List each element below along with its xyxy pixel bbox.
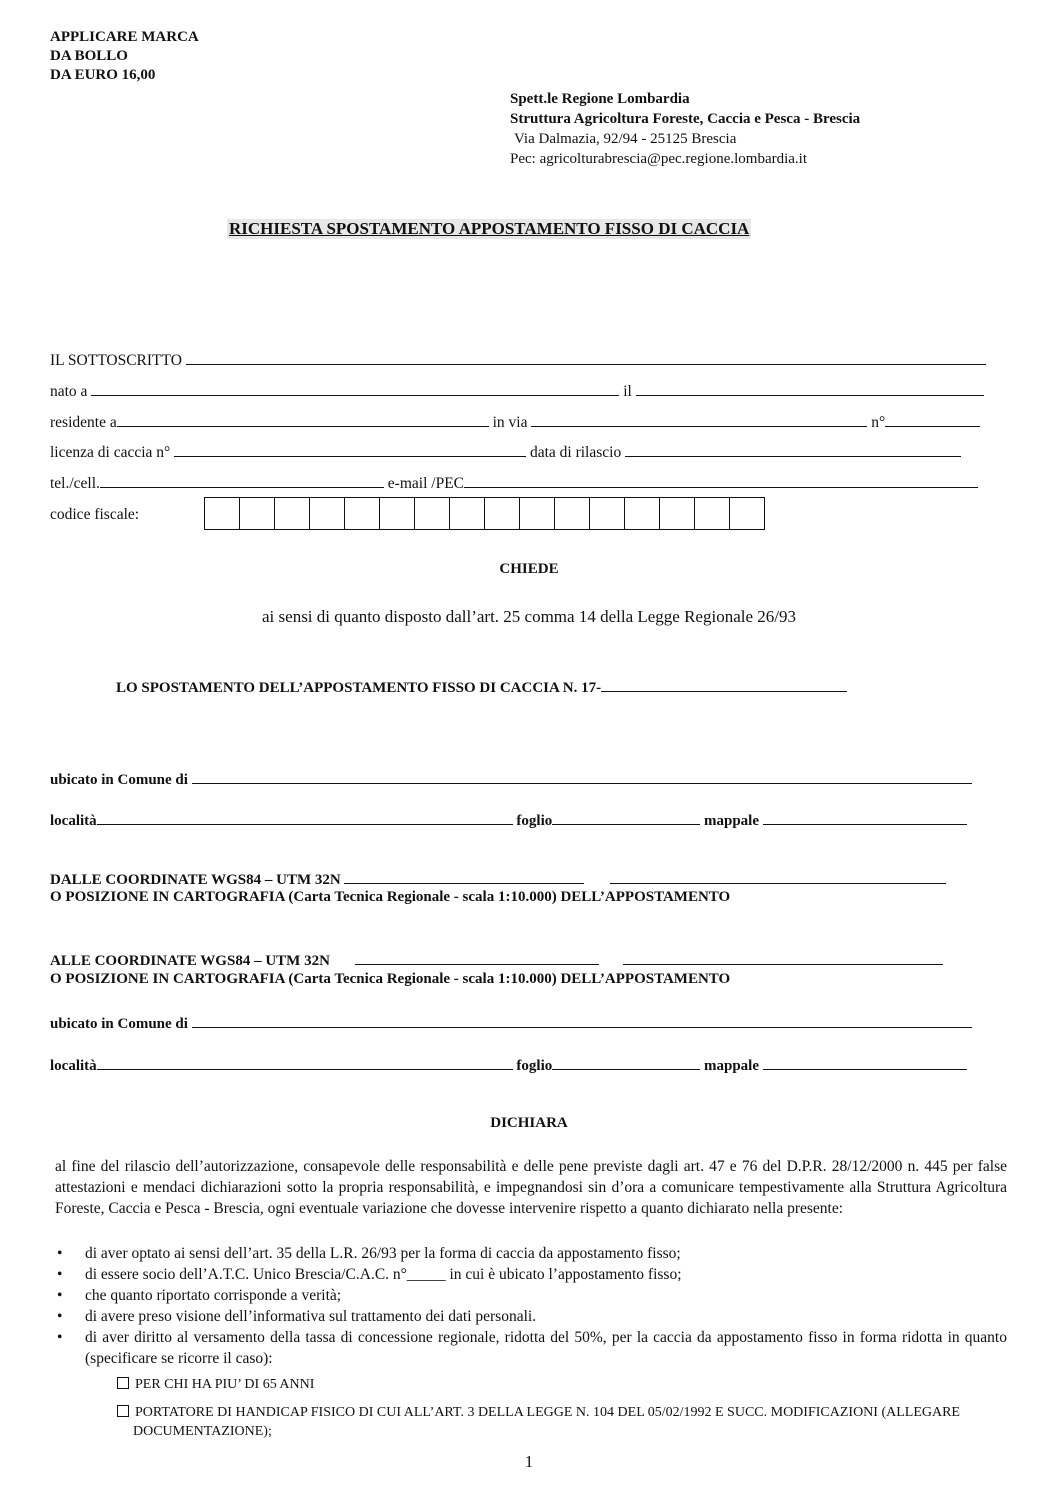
label-codice-fiscale: codice fiscale: xyxy=(50,506,140,523)
label-mappale-1: mappale xyxy=(704,813,760,829)
list-item: • di essere socio dell’A.T.C. Unico Brescia/C.A.C. n°_____ in cui è ubicato l’appostamento fisso; xyxy=(55,1264,1007,1285)
label-licenza: licenza di caccia n° xyxy=(50,444,171,461)
option-handicap xyxy=(117,1403,1007,1441)
checkbox-over-65[interactable] xyxy=(117,1377,129,1389)
label-email: e-mail /PEC xyxy=(387,475,464,492)
stamp-line-3: DA EURO 16,00 xyxy=(50,67,156,83)
list-item: • che quanto riportato corrisponde a verità; xyxy=(55,1285,1007,1306)
recipient-address xyxy=(510,89,860,169)
option-over-65-label: PER CHI HA PIU’ DI 65 ANNI xyxy=(135,1377,315,1392)
recipient-line-1: Spett.le Regione Lombardia xyxy=(510,91,690,107)
label-foglio-2: foglio xyxy=(516,1058,553,1074)
label-foglio-1: foglio xyxy=(516,813,553,829)
option-over-65 xyxy=(117,1375,1007,1394)
recipient-pec: Pec: agricolturabrescia@pec.regione.lombardia.it xyxy=(510,151,808,167)
field-data-nascita[interactable] xyxy=(636,381,984,396)
cf-cell[interactable] xyxy=(450,498,485,529)
row-comune-1 xyxy=(50,769,972,789)
label-comune-1: ubicato in Comune di xyxy=(50,772,188,788)
field-numero-civico[interactable] xyxy=(885,412,980,427)
cf-cell[interactable] xyxy=(660,498,695,529)
cf-cell[interactable] xyxy=(695,498,730,529)
field-mappale-2[interactable] xyxy=(763,1055,967,1070)
cf-cell[interactable] xyxy=(485,498,520,529)
row-localita-1 xyxy=(50,810,967,830)
label-mappale-2: mappale xyxy=(704,1058,760,1074)
row-comune-2 xyxy=(50,1013,972,1033)
label-sottoscritto: IL SOTTOSCRITTO xyxy=(50,352,182,369)
cf-cell[interactable] xyxy=(345,498,380,529)
field-tel[interactable] xyxy=(100,473,384,488)
field-email[interactable] xyxy=(464,473,978,488)
label-coords-to: ALLE COORDINATE WGS84 – UTM 32N xyxy=(50,953,330,969)
list-item: • di avere preso visione dell’informativa sul trattamento dei dati personali. xyxy=(55,1306,1007,1327)
cf-cell[interactable] xyxy=(415,498,450,529)
row-coords-to xyxy=(50,950,943,970)
field-coord-from-x[interactable] xyxy=(344,869,584,884)
field-coord-to-y[interactable] xyxy=(623,950,943,965)
row-nato xyxy=(50,381,984,401)
cf-cell[interactable] xyxy=(380,498,415,529)
cf-cell[interactable] xyxy=(590,498,625,529)
label-numero: n° xyxy=(871,414,886,431)
checkbox-handicap[interactable] xyxy=(117,1405,129,1417)
label-nato-a: nato a xyxy=(50,383,88,400)
field-via[interactable] xyxy=(531,412,867,427)
label-localita-2: località xyxy=(50,1058,97,1074)
label-coords-from: DALLE COORDINATE WGS84 – UTM 32N xyxy=(50,872,341,888)
cartografia-from: O POSIZIONE IN CARTOGRAFIA (Carta Tecnica Regionale - scala 1:10.000) DELL’APPOSTAMENTO xyxy=(50,889,731,905)
cf-cell[interactable] xyxy=(205,498,240,529)
dichiara-list xyxy=(55,1243,1007,1369)
page-number: 1 xyxy=(524,1452,534,1471)
label-tel: tel./cell. xyxy=(50,475,100,492)
row-contatti xyxy=(50,473,978,493)
label-data-rilascio: data di rilascio xyxy=(529,444,622,461)
label-il: il xyxy=(623,383,632,400)
field-localita-2[interactable] xyxy=(97,1055,513,1070)
dichiara-intro: al fine del rilascio dell’autorizzazione, consapevole delle responsabilità e delle pene previste dagli art. 47 e 76 del D.P.R. 28/12/2000 n. 445 per false attestazioni e mendaci dichiarazioni sotto la propria responsabilità, e impegnandosi sin d’ora a comunicare tempestivamente alla Struttura Agricoltura Foreste, Caccia e Pesca - Brescia, ogni eventuale variazione che dovesse intervenire rispetto a quanto dichiarato nella presente: xyxy=(55,1158,1007,1217)
revenue-stamp-note xyxy=(50,28,199,85)
option-handicap-label: PORTATORE DI HANDICAP FISICO DI CUI ALL’ART. 3 DELLA LEGGE N. 104 DEL 05/02/1992 E SUCC. MODIFICAZIONI (ALLEGARE DOCUMENTAZIONE); xyxy=(133,1405,960,1439)
cf-cell[interactable] xyxy=(520,498,555,529)
label-localita-1: località xyxy=(50,813,97,829)
document-title: RICHIESTA SPOSTAMENTO APPOSTAMENTO FISSO DI CACCIA xyxy=(229,219,750,238)
label-comune-2: ubicato in Comune di xyxy=(50,1016,188,1032)
field-comune-2[interactable] xyxy=(192,1013,972,1028)
cf-cell[interactable] xyxy=(240,498,275,529)
stamp-line-1: APPLICARE MARCA xyxy=(50,29,199,45)
cartografia-to: O POSIZIONE IN CARTOGRAFIA (Carta Tecnica Regionale - scala 1:10.000) DELL’APPOSTAMENTO xyxy=(50,971,731,987)
field-sottoscritto[interactable] xyxy=(186,350,986,365)
chiede-subtitle: ai sensi di quanto disposto dall’art. 25 comma 14 della Legge Regionale 26/93 xyxy=(262,607,796,626)
cf-cell[interactable] xyxy=(555,498,590,529)
row-residenza xyxy=(50,412,980,432)
dichiara-heading: DICHIARA xyxy=(490,1115,568,1131)
row-spostamento xyxy=(116,677,847,697)
stamp-line-2: DA BOLLO xyxy=(50,48,128,64)
chiede-heading: CHIEDE xyxy=(499,561,559,577)
cf-cell[interactable] xyxy=(625,498,660,529)
label-in-via: in via xyxy=(492,414,528,431)
field-foglio-2[interactable] xyxy=(552,1055,700,1070)
field-coord-to-x[interactable] xyxy=(355,950,599,965)
cf-cell[interactable] xyxy=(275,498,310,529)
field-nato-a[interactable] xyxy=(91,381,619,396)
recipient-line-3: Via Dalmazia, 92/94 - 25125 Brescia xyxy=(514,131,737,147)
cf-cell[interactable] xyxy=(730,498,764,529)
recipient-line-2: Struttura Agricoltura Foreste, Caccia e Pesca - Brescia xyxy=(510,111,861,127)
label-residente-a: residente a xyxy=(50,414,117,431)
list-item: • di aver optato ai sensi dell’art. 35 della L.R. 26/93 per la forma di caccia da appostamento fisso; xyxy=(55,1243,1007,1264)
field-localita-1[interactable] xyxy=(97,810,513,825)
field-foglio-1[interactable] xyxy=(552,810,700,825)
row-coords-from xyxy=(50,869,946,889)
field-residente-a[interactable] xyxy=(117,412,489,427)
row-localita-2 xyxy=(50,1055,967,1075)
cf-cell[interactable] xyxy=(310,498,345,529)
row-sottoscritto xyxy=(50,350,986,370)
field-coord-from-y[interactable] xyxy=(610,869,946,884)
field-mappale-1[interactable] xyxy=(763,810,967,825)
list-item: • di aver diritto al versamento della tassa di concessione regionale, ridotta del 50%, per la caccia da appostamento fisso in forma ridotta in quanto (specificare se ricorre il caso): xyxy=(55,1327,1007,1369)
spostamento-label: LO SPOSTAMENTO DELL’APPOSTAMENTO FISSO DI CACCIA N. 17- xyxy=(116,680,602,696)
field-comune-1[interactable] xyxy=(192,769,972,784)
field-data-rilascio[interactable] xyxy=(625,442,961,457)
row-licenza xyxy=(50,442,961,462)
field-licenza[interactable] xyxy=(174,442,526,457)
field-numero-appostamento[interactable] xyxy=(601,677,847,692)
codice-fiscale-boxes[interactable] xyxy=(204,497,765,530)
